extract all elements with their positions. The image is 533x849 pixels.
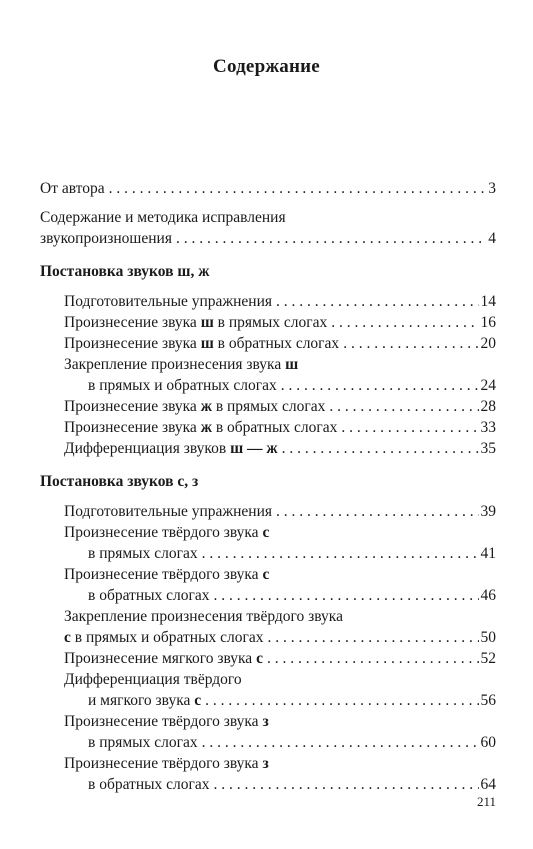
toc-entry-text: Произнесение звука ш в прямых слогах [64,314,328,331]
toc-entry-text: Произнесение твёрдого звука з [64,755,269,772]
leader-dots [276,501,478,522]
leader-dots [202,543,479,564]
toc-page-number: 33 [480,419,496,436]
toc-page-number: 50 [480,629,496,646]
page-title: Содержание [213,56,320,77]
toc-page-number: 3 [488,180,496,197]
leader-dots [267,627,478,648]
toc-entry-text: Закрепление произнесения звука ш [64,356,299,373]
toc-entry-from-author[interactable] [40,178,496,199]
toc-entry[interactable] [40,354,496,396]
toc-entry-text: Произнесение мягкого звука с [64,650,263,667]
toc-entry[interactable] [40,396,496,417]
leader-dots [202,732,479,753]
toc-page-number: 39 [480,503,496,520]
toc-entry-text: Дифференциация звуков ш — ж [64,440,278,457]
toc-entry[interactable] [40,522,496,564]
toc-entry-text: От автора [40,180,105,197]
toc-entry-text: в прямых слогах [88,734,198,751]
toc-entry-text: Дифференциация твёрдого [64,671,242,688]
toc-entry-text: Произнесение звука ж в обратных слогах [64,419,338,436]
toc-page-number: 64 [480,776,496,793]
toc-entry-text: Подготовительные упражнения [64,293,273,310]
toc-entry[interactable] [40,291,496,312]
table-of-contents [40,178,496,795]
toc-page-number: 4 [488,230,496,247]
toc-entry-text: Содержание и методика исправления [40,209,286,226]
toc-entry[interactable] [40,753,496,795]
leader-dots [343,333,478,354]
leader-dots [205,690,478,711]
leader-dots [331,312,478,333]
leader-dots [109,178,487,199]
toc-page-number: 16 [480,314,496,331]
toc-entry-content-methods[interactable] [40,207,496,249]
page-number: 211 [476,794,496,809]
leader-dots [341,417,478,438]
toc-entry[interactable] [40,606,496,648]
toc-page-number: 28 [480,398,496,415]
leader-dots [329,396,478,417]
toc-entry-text: Подготовительные упражнения [64,503,273,520]
toc-page-number: 24 [480,377,496,394]
toc-page-number: 41 [480,545,496,562]
toc-entry-text: с в прямых и обратных слогах [64,629,264,646]
toc-page-number: 20 [480,335,496,352]
leader-dots [176,228,486,249]
leader-dots [281,375,479,396]
toc-entry-text: в прямых и обратных слогах [88,377,277,394]
toc-page-number: 35 [480,440,496,457]
toc-entry-text: в обратных слогах [88,776,210,793]
toc-entry[interactable] [40,648,496,669]
leader-dots [282,438,479,459]
toc-entry[interactable] [40,501,496,522]
toc-entry[interactable] [40,669,496,711]
toc-entry-text: Произнесение твёрдого звука з [64,713,269,730]
toc-entry[interactable] [40,711,496,753]
toc-entry[interactable] [40,333,496,354]
leader-dots [267,648,479,669]
toc-page-number: 56 [480,692,496,709]
leader-dots [276,291,478,312]
section-heading-s-z: Постановка звуков с, з [40,473,199,490]
toc-entry-text: в обратных слогах [88,587,210,604]
toc-entry[interactable] [40,564,496,606]
leader-dots [214,585,479,606]
toc-entry[interactable] [40,438,496,459]
toc-entry-text: Произнесение твёрдого звука с [64,566,270,583]
toc-page-number: 14 [480,293,496,310]
toc-entry-text: в прямых слогах [88,545,198,562]
toc-entry-text: Произнесение звука ш в обратных слогах [64,335,340,352]
toc-entry-text: Произнесение твёрдого звука с [64,524,270,541]
toc-entry-text: и мягкого звука с [88,692,202,709]
toc-entry[interactable] [40,417,496,438]
toc-page-number: 60 [480,734,496,751]
toc-entry-text: Закрепление произнесения твёрдого звука [64,608,343,625]
toc-entry-text: звукопроизношения [40,230,172,247]
toc-entry-text: Произнесение звука ж в прямых слогах [64,398,326,415]
toc-entry[interactable] [40,312,496,333]
toc-page-number: 52 [480,650,496,667]
toc-page-number: 46 [480,587,496,604]
leader-dots [214,774,479,795]
section-heading-sh-zh: Постановка звуков ш, ж [40,263,210,280]
